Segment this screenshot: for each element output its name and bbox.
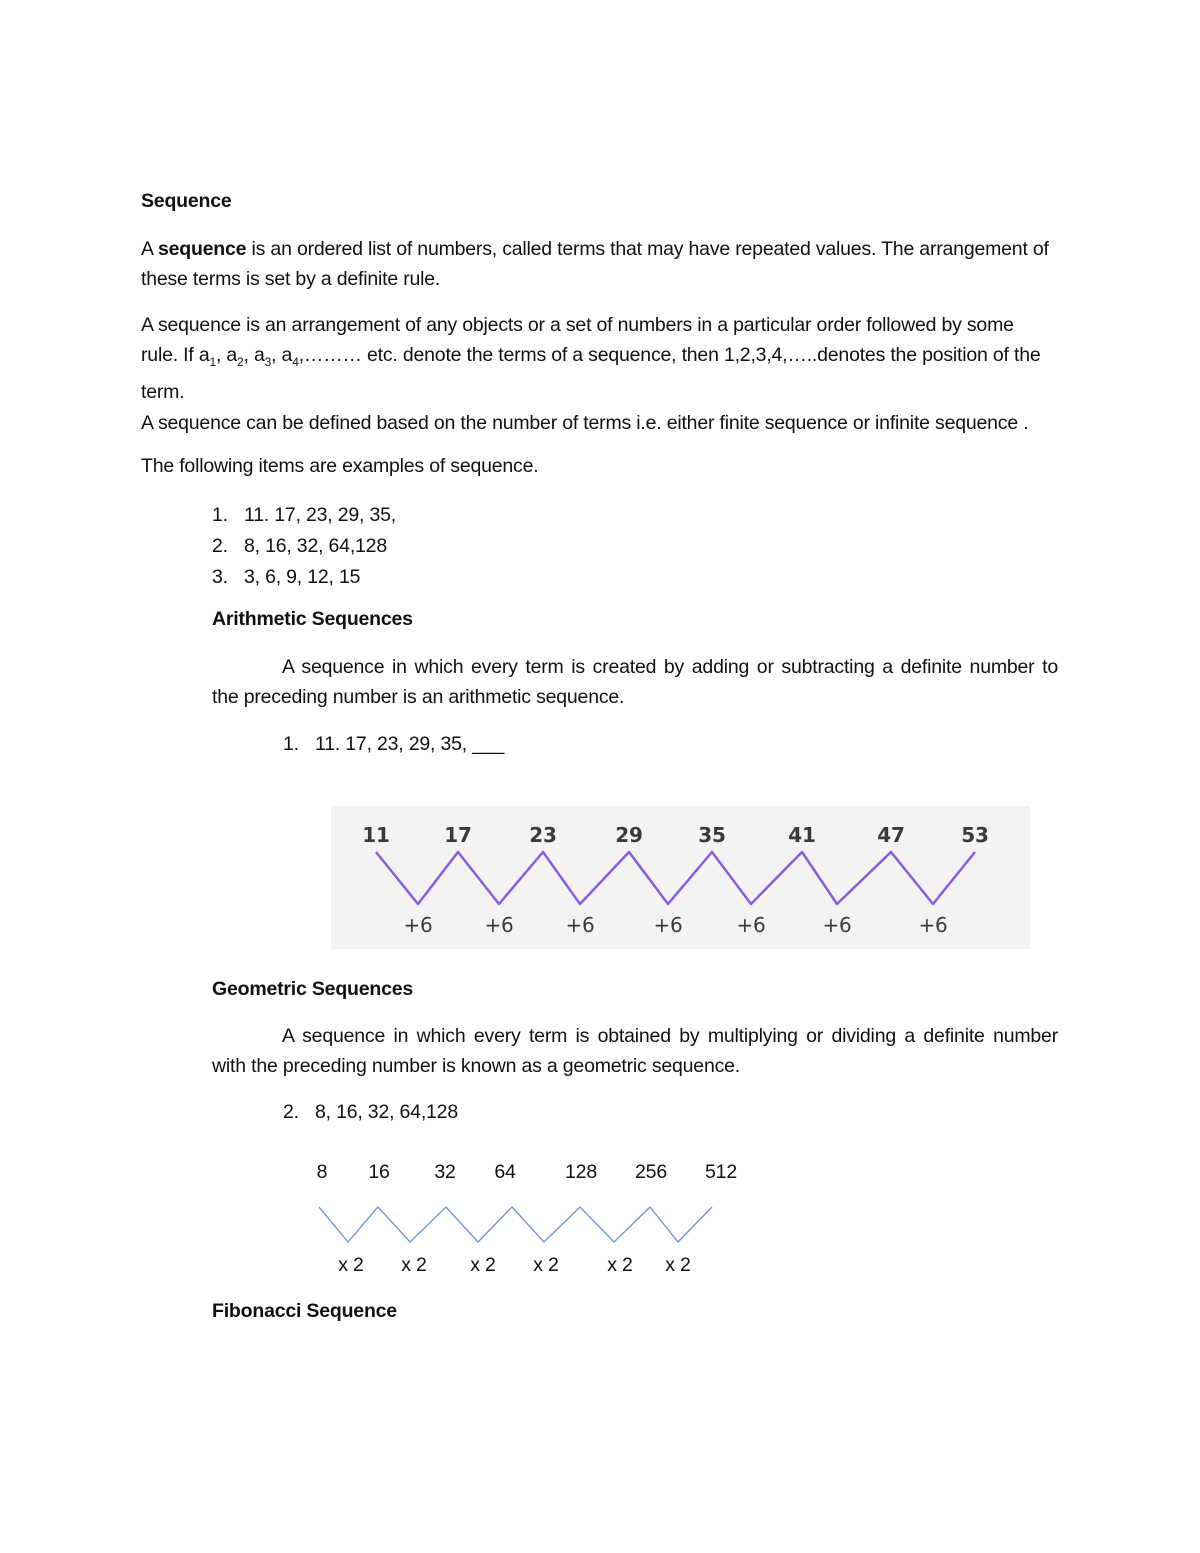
arithmetic-zigzag-line — [376, 852, 975, 904]
geometric-step: x 2 — [338, 1254, 364, 1276]
examples-intro: The following items are examples of sequence. — [141, 455, 539, 477]
arithmetic-diagram — [331, 806, 1030, 949]
list-item: 1. 11. 17, 23, 29, 35, — [212, 504, 396, 526]
arithmetic-term: 11 — [362, 823, 390, 847]
geometric-heading: Geometric Sequences — [212, 978, 414, 1000]
geometric-step: x 2 — [665, 1254, 691, 1276]
geometric-term: 16 — [368, 1161, 390, 1183]
geometric-term: 512 — [705, 1161, 737, 1183]
arrangement-paragraph — [141, 310, 1040, 407]
arrangement-line-1: A sequence is an arrangement of any objects or a set of numbers in a particular order followed by some — [141, 314, 1014, 336]
arithmetic-example: 1. 11. 17, 23, 29, 35, ___ — [283, 733, 505, 755]
examples-list — [212, 500, 396, 593]
arithmetic-description — [212, 652, 1058, 712]
geometric-step: x 2 — [607, 1254, 633, 1276]
arithmetic-step: +6 — [484, 913, 514, 937]
arrangement-line-2: rule. If $a_1$, $a_2$, $a_3$, $a_4,\dots\dots\dots$ etc. denote the terms of a sequence, then 1,2,3,4,…..denotes the position of the — [141, 344, 1041, 369]
arithmetic-step: +6 — [822, 913, 852, 937]
geometric-step: x 2 — [401, 1254, 427, 1276]
list-item: 2. 8, 16, 32, 64,128 — [212, 535, 387, 557]
arithmetic-heading: Arithmetic Sequences — [212, 608, 413, 630]
page-title: Sequence — [141, 190, 232, 212]
arithmetic-term: 41 — [788, 823, 816, 847]
arithmetic-step: +6 — [565, 913, 595, 937]
definition-line-1: A sequence is an ordered list of numbers, called terms that may have repeated values. The arrangement of — [141, 238, 1049, 260]
geometric-term: 256 — [635, 1161, 667, 1183]
geometric-line-2: with the preceding number is known as a geometric sequence. — [212, 1055, 741, 1077]
definition-line-2: these terms is set by a definite rule. — [141, 268, 441, 290]
geometric-line-1: A sequence in which every term is obtained by multiplying or dividing a definite number — [282, 1025, 1058, 1047]
arithmetic-term: 35 — [698, 823, 726, 847]
geometric-example: 2. 8, 16, 32, 64,128 — [283, 1101, 458, 1123]
arithmetic-line-2: the preceding number is an arithmetic sequence. — [212, 686, 625, 708]
list-item: 3. 3, 6, 9, 12, 15 — [212, 566, 361, 588]
geometric-step: x 2 — [533, 1254, 559, 1276]
geometric-term: 128 — [565, 1161, 597, 1183]
arithmetic-step: +6 — [403, 913, 433, 937]
geometric-term: 32 — [434, 1161, 456, 1183]
arithmetic-step: +6 — [918, 913, 948, 937]
arithmetic-term: 23 — [529, 823, 557, 847]
arrangement-line-3: term. — [141, 380, 185, 403]
arithmetic-term: 47 — [877, 823, 905, 847]
geometric-term: 8 — [316, 1161, 328, 1183]
arithmetic-step: +6 — [736, 913, 766, 937]
finite-infinite-paragraph: A sequence can be defined based on the number of terms i.e. either finite sequence or infinite sequence . — [141, 412, 1029, 434]
definition-paragraph — [141, 234, 1049, 294]
geometric-description — [212, 1021, 1058, 1081]
arithmetic-line-1: A sequence in which every term is created by adding or subtracting a definite number to — [282, 656, 1058, 678]
geometric-zigzag-line — [319, 1207, 712, 1242]
arithmetic-term: 17 — [444, 823, 472, 847]
sequence-term-bold: sequence — [157, 238, 247, 260]
fibonacci-heading: Fibonacci Sequence — [212, 1300, 397, 1322]
geometric-step: x 2 — [470, 1254, 496, 1276]
geometric-term: 64 — [494, 1161, 516, 1183]
arithmetic-term: 53 — [961, 823, 989, 847]
arithmetic-step: +6 — [653, 913, 683, 937]
arithmetic-term: 29 — [615, 823, 643, 847]
